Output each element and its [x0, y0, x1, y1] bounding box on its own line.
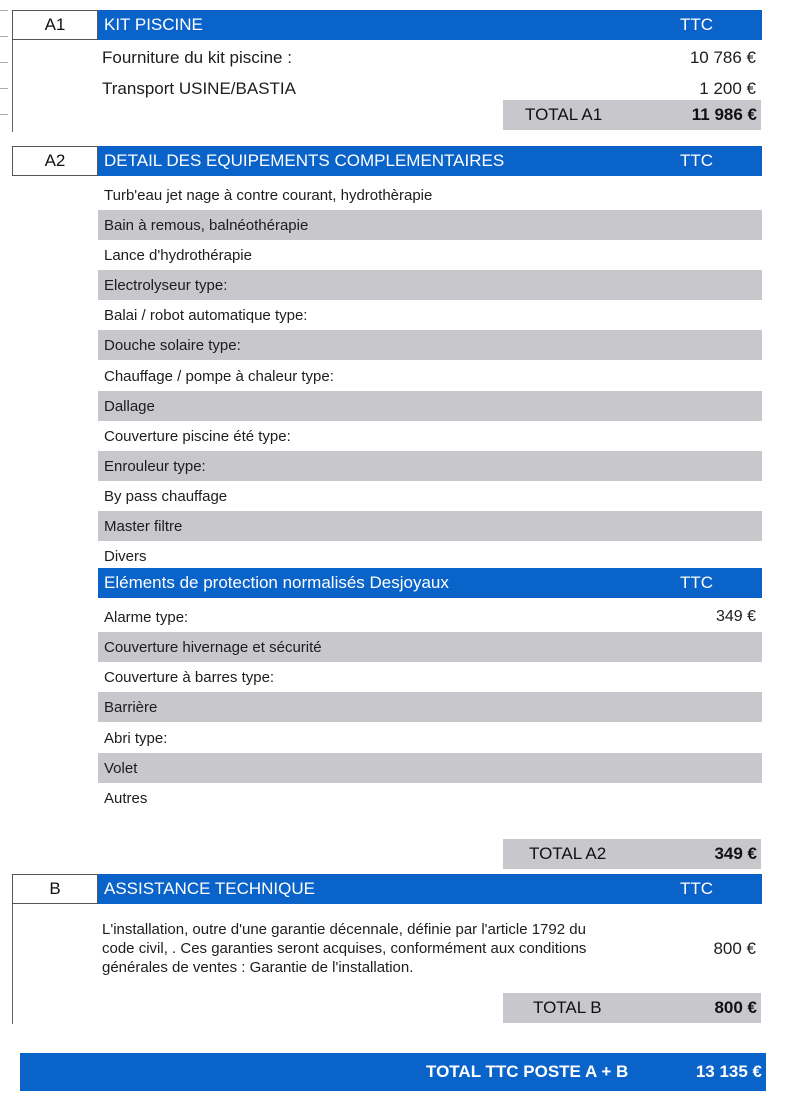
- equipment-label: Divers: [104, 547, 147, 565]
- section-title-b: ASSISTANCE TECHNIQUE: [104, 879, 315, 898]
- protection-row: [98, 662, 762, 692]
- equipment-row: [98, 180, 762, 210]
- equipment-row: [98, 210, 762, 240]
- section-title-a2: DETAIL DES EQUIPEMENTS COMPLEMENTAIRES: [104, 151, 505, 170]
- section-header-a2: [98, 146, 762, 176]
- ttc-label: TTC: [680, 151, 714, 170]
- section-title-a1: KIT PISCINE: [104, 15, 203, 34]
- protection-label: Autres: [104, 789, 148, 807]
- grand-total-label: TOTAL TTC POSTE A + B: [426, 1062, 629, 1081]
- protection-row: [98, 632, 762, 662]
- total-a2-label: TOTAL A2: [529, 844, 607, 863]
- grand-total-bar: [20, 1053, 766, 1091]
- protection-header: [98, 568, 762, 598]
- equipment-row: [98, 421, 762, 451]
- protection-row: [98, 753, 762, 783]
- line-label: Transport USINE/BASTIA: [102, 79, 296, 98]
- equipment-label: Master filtre: [104, 517, 183, 535]
- equipment-label: Electrolyseur type:: [104, 276, 228, 294]
- equipment-label: Chauffage / pompe à chaleur type:: [104, 367, 334, 385]
- section-header-a1: [98, 10, 762, 40]
- protection-row: [98, 602, 762, 632]
- equipment-label: Balai / robot automatique type:: [104, 306, 308, 324]
- assistance-description: [102, 920, 662, 977]
- equipment-label: Turb'eau jet nage à contre courant, hydrothèrapie: [104, 186, 433, 204]
- line-amount: 10 786 €: [689, 48, 756, 67]
- description-line: L'installation, outre d'une garantie décennale, définie par l'article 1792 du: [102, 921, 586, 938]
- row-stub: [0, 36, 8, 37]
- equipment-row: [98, 361, 762, 391]
- equipment-label: Bain à remous, balnéothérapie: [104, 216, 309, 234]
- total-a1: [503, 100, 761, 130]
- equipment-row: [98, 330, 762, 360]
- row-stub: [0, 114, 8, 115]
- equipment-row: [98, 511, 762, 541]
- protection-label: Alarme type:: [104, 608, 189, 626]
- total-a2: [503, 839, 761, 869]
- protection-title: Eléments de protection normalisés Desjoyaux: [104, 573, 449, 592]
- description-line: générales de ventes : Garantie de l'installation.: [102, 959, 414, 976]
- protection-label: Volet: [104, 759, 138, 777]
- ttc-label: TTC: [680, 15, 714, 34]
- equipment-row: [98, 541, 762, 571]
- equipment-row: [98, 481, 762, 511]
- protection-label: Couverture à barres type:: [104, 668, 275, 686]
- protection-row: [98, 692, 762, 722]
- total-a1-label: TOTAL A1: [525, 105, 603, 124]
- equipment-label: By pass chauffage: [104, 487, 228, 505]
- grand-total-value: 13 135 €: [695, 1062, 762, 1081]
- line-label: Fourniture du kit piscine :: [102, 48, 292, 67]
- assistance-amount: 800 €: [713, 939, 756, 958]
- total-a1-value: 11 986 €: [691, 105, 757, 124]
- ttc-label: TTC: [680, 573, 714, 592]
- protection-row: [98, 783, 762, 813]
- section-code-a1: A1: [12, 10, 98, 40]
- total-b-label: TOTAL B: [533, 998, 602, 1017]
- equipment-row: [98, 270, 762, 300]
- section-header-b: [98, 874, 762, 904]
- description-line: code civil, . Ces garanties seront acquises, conformément aux conditions: [102, 940, 587, 957]
- section-border: [12, 40, 13, 132]
- protection-label: Couverture hivernage et sécurité: [104, 638, 322, 656]
- row-stub: [0, 88, 8, 89]
- equipment-row: [98, 300, 762, 330]
- ttc-label: TTC: [680, 879, 714, 898]
- total-b-value: 800 €: [714, 998, 757, 1017]
- equipment-row: [98, 391, 762, 421]
- protection-label: Barrière: [104, 698, 158, 716]
- total-b: [503, 993, 761, 1023]
- line-amount: 1 200 €: [699, 79, 756, 98]
- section-code-b: B: [12, 874, 98, 904]
- equipment-label: Douche solaire type:: [104, 336, 241, 354]
- protection-value: 349 €: [715, 608, 756, 625]
- equipment-label: Dallage: [104, 397, 155, 415]
- row-stub: [0, 62, 8, 63]
- equipment-label: Enrouleur type:: [104, 457, 206, 475]
- protection-row: [98, 723, 762, 753]
- section-code-a2: A2: [12, 146, 98, 176]
- row-stub: [0, 10, 8, 11]
- protection-label: Abri type:: [104, 729, 168, 747]
- equipment-label: Lance d'hydrothérapie: [104, 246, 252, 264]
- equipment-label: Couverture piscine été type:: [104, 427, 291, 445]
- total-a2-value: 349 €: [714, 844, 757, 863]
- equipment-row: [98, 240, 762, 270]
- section-border: [12, 904, 13, 1024]
- equipment-row: [98, 451, 762, 481]
